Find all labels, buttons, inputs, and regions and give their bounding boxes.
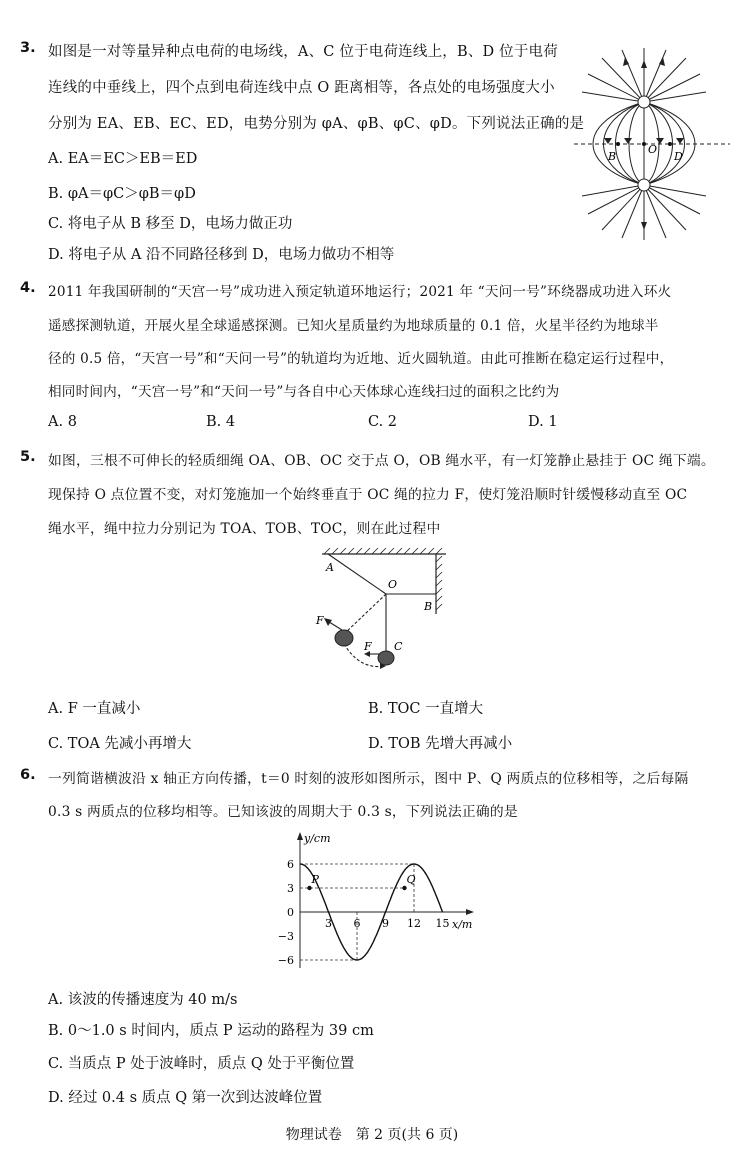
q4-option-a: A. 8	[48, 414, 77, 430]
q6-xlabel: x/m	[452, 918, 473, 931]
q6-number: 6.	[20, 767, 36, 783]
q3-label-o: O	[648, 143, 658, 156]
q6-ylabel: y/cm	[304, 832, 331, 845]
q4-line-1: 2011 年我国研制的“天宫一号”成功进入预定轨道环地运行；2021 年 “天问一号”环绕器成功进入环火	[48, 284, 672, 300]
x-tick-label: 6	[353, 917, 361, 930]
lantern	[378, 651, 394, 665]
q6-wave-chart	[270, 826, 490, 974]
q5-label-f2: F	[364, 640, 372, 653]
q5-lantern-figure	[300, 544, 460, 682]
q4-number: 4.	[20, 280, 36, 296]
q5-label-f1: F	[316, 614, 324, 627]
q5-number: 5.	[20, 449, 36, 465]
q5-label-b: B	[424, 600, 433, 613]
positive-charge	[638, 96, 650, 108]
q3-line-2: 连线的中垂线上，四个点到电荷连线中点 O 距离相等，各点处的电场强度大小	[48, 80, 555, 96]
q4-option-c: C. 2	[368, 414, 398, 430]
q6-option-d: D. 经过 0.4 s 质点 Q 第一次到达波峰位置	[48, 1090, 323, 1106]
negative-charge	[638, 179, 650, 191]
wave-point-p	[307, 886, 311, 890]
q3-option-c: C. 将电子从 B 移至 D，电场力做正功	[48, 216, 293, 232]
q5-option-b: B. TOC 一直增大	[368, 701, 484, 717]
q3-line-3: 分别为 EA、EB、EC、ED，电势分别为 φA、φB、φC、φD。下列说法正确的是	[48, 116, 585, 132]
q3-label-b: B	[608, 150, 617, 163]
x-tick-label: 15	[435, 917, 450, 930]
q6-line-1: 一列简谐横波沿 x 轴正方向传播，t＝0 时刻的波形如图所示，图中 P、Q 两质点的位移相等，之后每隔	[48, 771, 689, 787]
q5-line-1: 如图，三根不可伸长的轻质细绳 OA、OB、OC 交于点 O，OB 绳水平，有一灯笼静止悬挂于 OC 绳下端。	[48, 453, 715, 469]
q6-line-2: 0.3 s 两质点的位移均相等。已知该波的周期大于 0.3 s，下列说法正确的是	[48, 804, 518, 820]
q3-label-d: D	[674, 150, 683, 163]
lantern-moved	[335, 630, 353, 646]
wave-point-q	[402, 886, 406, 890]
q6-option-c: C. 当质点 P 处于波峰时，质点 Q 处于平衡位置	[48, 1056, 355, 1072]
q3-dipole-figure	[572, 40, 732, 250]
x-tick-label: 9	[382, 917, 389, 930]
q4-line-2: 遥感探测轨道，开展火星全球遥感探测。已知火星质量约为地球质量的 0.1 倍，火星半径约为地球半	[48, 318, 659, 334]
q5-label-a: A	[326, 561, 334, 574]
q4-option-d: D. 1	[528, 414, 558, 430]
q5-option-a: A. F 一直减小	[48, 701, 141, 717]
q5-option-c: C. TOA 先减小再增大	[48, 736, 192, 752]
q3-line-1: 如图是一对等量异种点电荷的电场线，A、C 位于电荷连线上，B、D 位于电荷	[48, 44, 558, 60]
x-tick-label: 12	[407, 917, 421, 930]
y-tick-label: 3	[287, 882, 294, 895]
q5-label-c: C	[394, 640, 403, 653]
y-tick-label: 0	[287, 906, 294, 919]
y-tick-label: 6	[287, 858, 294, 871]
y-tick-label: −6	[277, 954, 294, 967]
q5-line-3: 绳水平，绳中拉力分别记为 TOA、TOB、TOC，则在此过程中	[48, 521, 441, 537]
y-tick-label: −3	[277, 930, 294, 943]
q6-option-a: A. 该波的传播速度为 40 m/s	[48, 992, 238, 1008]
x-tick-label: 3	[325, 917, 332, 930]
wave-point-label: P	[311, 873, 319, 886]
q3-option-b: B. φA＝φC＞φB＝φD	[48, 186, 196, 202]
q3-option-d: D. 将电子从 A 沿不同路径移到 D，电场力做功不相等	[48, 247, 395, 263]
q3-number: 3.	[20, 40, 36, 56]
q5-line-2: 现保持 O 点位置不变，对灯笼施加一个始终垂直于 OC 绳的拉力 F，使灯笼沿顺时针缓慢移动直至 OC	[48, 487, 688, 503]
q5-option-d: D. TOB 先增大再减小	[368, 736, 513, 752]
q4-option-b: B. 4	[206, 414, 236, 430]
q4-line-3: 径的 0.5 倍，“天宫一号”和“天问一号”的轨道均为近地、近火圆轨道。由此可推断在稳定运行过程中，	[48, 351, 674, 367]
q3-option-a: A. EA＝EC＞EB＝ED	[48, 151, 198, 167]
q5-label-o: O	[388, 578, 398, 591]
q4-line-4: 相同时间内，“天宫一号”和“天问一号”与各自中心天体球心连线扫过的面积之比约为	[48, 384, 560, 400]
wave-point-label: Q	[406, 873, 416, 886]
page-footer: 物理试卷 第 2 页(共 6 页)	[285, 1127, 459, 1143]
q6-option-b: B. 0～1.0 s 时间内，质点 P 运动的路程为 39 cm	[48, 1023, 374, 1039]
